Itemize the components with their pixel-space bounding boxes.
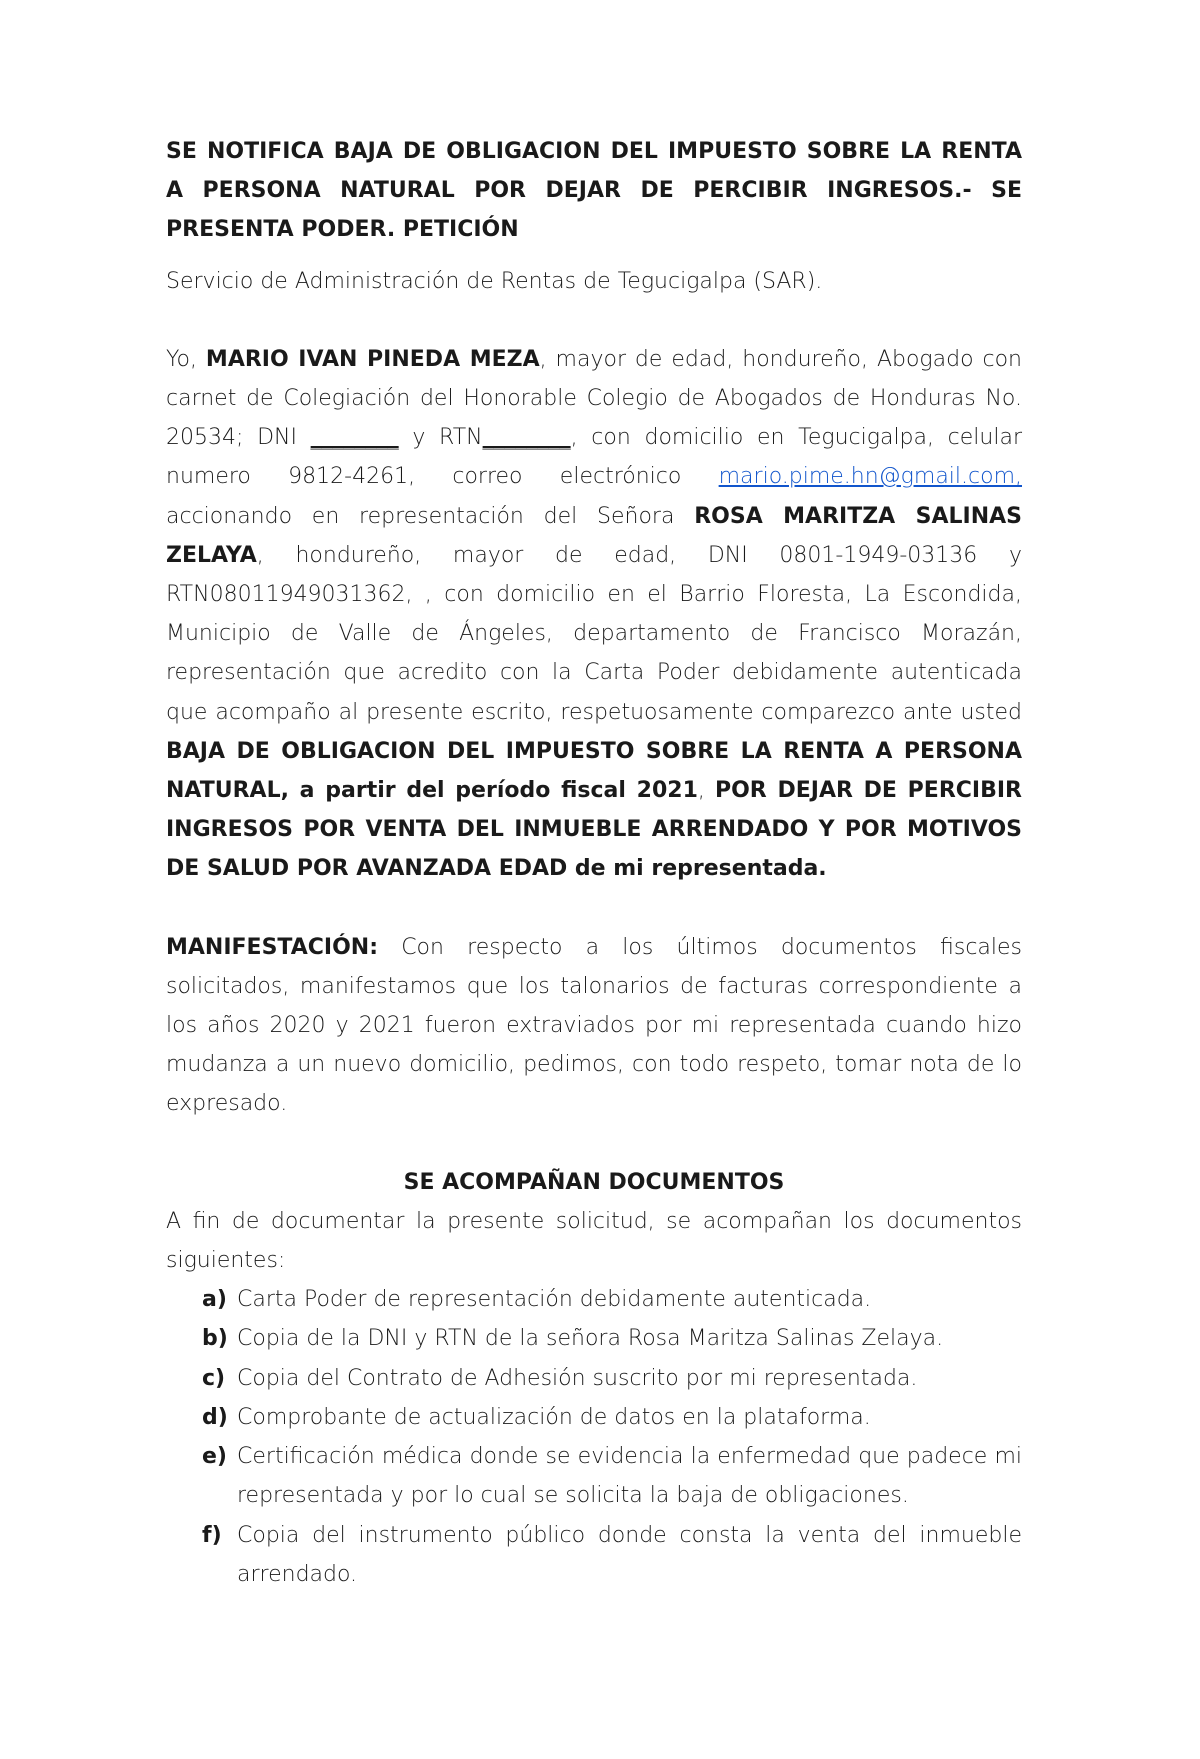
text-yo: Yo,: [166, 346, 206, 372]
document-title: SE NOTIFICA BAJA DE OBLIGACION DEL IMPUESTO SOBRE LA RENTA A PERSONA NATURAL POR DEJAR DE PERCIBIR INGRESOS.- SE PRESENTA PODER. PETICIÓN: [166, 139, 1022, 243]
list-item: [202, 1359, 1022, 1398]
documents-heading: SE ACOMPAÑAN DOCUMENTOS: [403, 1169, 785, 1195]
list-item-text: Copia del instrumento público donde consta la venta del inmueble arrendado.: [237, 1522, 1022, 1587]
list-item-letter: e): [202, 1444, 227, 1470]
attorney-name: MARIO IVAN PINEDA MEZA: [205, 346, 540, 372]
list-item: [202, 1280, 1022, 1319]
list-item-text: Comprobante de actualización de datos en la plataforma.: [237, 1404, 871, 1430]
text-representation: accionando en representación del Señora: [166, 503, 695, 529]
request-part-a: BAJA DE OBLIGACION DEL IMPUESTO SOBRE LA RENTA A PERSONA NATURAL, a partir del período fiscal 2021: [166, 738, 1022, 804]
client-name: ROSA MARITZA SALINAS ZELAYA: [166, 503, 1022, 568]
list-item-letter: a): [202, 1287, 227, 1313]
list-item-text: Certificación médica donde se evidencia la enfermedad que padece mi representada y por lo cual se solicita la baja de obligaciones.: [237, 1444, 1022, 1509]
text-rtn-label: y RTN: [398, 425, 483, 451]
list-item-letter: c): [202, 1365, 226, 1391]
list-item: [202, 1319, 1022, 1358]
email-link[interactable]: mario.pime.hn@gmail.com,: [718, 464, 1022, 490]
list-item-text: Copia del Contrato de Adhesión suscrito por mi representada.: [237, 1365, 918, 1391]
document-page: [166, 132, 1022, 1594]
list-item-letter: b): [202, 1326, 228, 1352]
text-contact: , con domicilio en Tegucigalpa, celular numero 9812-4261, correo electrónico: [166, 425, 1023, 490]
list-item-text: Copia de la DNI y RTN de la señora Rosa Maritza Salinas Zelaya.: [237, 1326, 944, 1352]
request-part-b: POR DEJAR DE PERCIBIR INGRESOS POR VENTA DEL INMUEBLE ARRENDADO Y POR MOTIVOS DE SALUD POR AVANZADA EDAD de mi representada.: [166, 778, 1023, 882]
list-item: [202, 1398, 1022, 1437]
documents-intro: A fin de documentar la presente solicitud, se acompañan los documentos siguientes:: [166, 1208, 1022, 1274]
list-item-letter: d): [202, 1404, 228, 1430]
list-item-text: Carta Poder de representación debidamente autenticada.: [237, 1287, 872, 1313]
list-item: [202, 1437, 1022, 1515]
manifestacion-paragraph: [166, 928, 1022, 1124]
list-item-letter: f): [202, 1522, 222, 1548]
list-item: [202, 1516, 1022, 1594]
manifestacion-text: Con respecto a los últimos documentos fiscales solicitados, manifestamos que los talonarios de facturas correspondiente a los años 2020 y 2021 fueron extraviados por mi representada cuando hizo mudanza a un nuevo domicilio, pedimos, con todo respeto, tomar nota de lo expresado.: [166, 934, 1022, 1117]
rtn-blank: ________: [482, 425, 571, 451]
text-client-details: , hondureño, mayor de edad, DNI 0801-1949-03136 y RTN08011949031362, , con domicilio en el Barrio Floresta, La Escondida, Municipio de Valle de Ángeles, departamento de Francisco Morazán, representación que acredito con la Carta Poder debidamente autenticada que acompaño al presente escrito, respetuosamente comparezco ante usted: [166, 542, 1022, 725]
dni-blank: ________: [310, 425, 399, 451]
appearance-paragraph: [166, 340, 1022, 889]
addressee: Servicio de Administración de Rentas de Tegucigalpa (SAR).: [166, 268, 823, 294]
request-separator: ,: [697, 778, 715, 804]
documents-list: [166, 1280, 1022, 1594]
manifestacion-label: MANIFESTACIÓN:: [166, 934, 378, 960]
text-attorney-details: , mayor de edad, hondureño, Abogado con carnet de Colegiación del Honorable Colegio de Abogados de Honduras No. 20534; DNI: [166, 346, 1022, 451]
